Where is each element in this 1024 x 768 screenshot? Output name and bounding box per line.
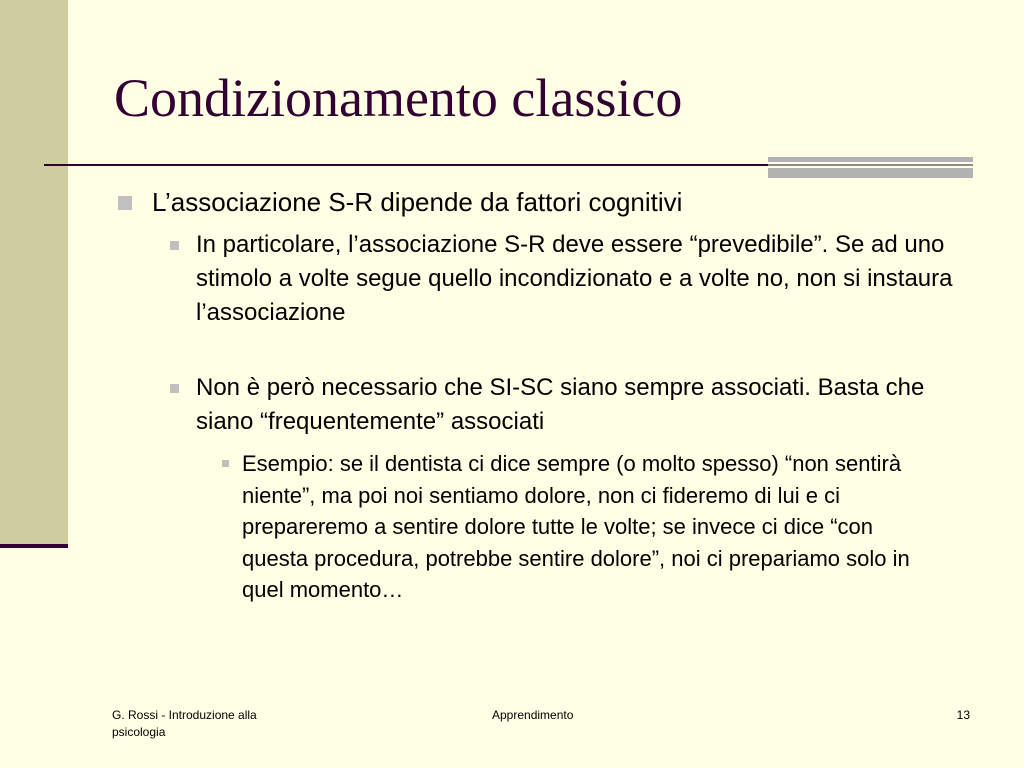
bullet-level-3 bbox=[242, 448, 932, 606]
bullet-level-2 bbox=[196, 228, 956, 330]
footer-author-line-1: G. Rossi - Introduzione alla bbox=[112, 708, 257, 722]
bullet-level-1 bbox=[152, 184, 952, 220]
footer-author-line-2: psicologia bbox=[112, 725, 166, 739]
square-bullet-icon bbox=[170, 241, 179, 250]
slide-title: Condizionamento classico bbox=[114, 68, 683, 128]
bullet-text: L’associazione S-R dipende da fattori cognitivi bbox=[152, 187, 683, 217]
bullet-level-2 bbox=[196, 371, 956, 439]
bullet-text: Non è però necessario che SI-SC siano sempre associati. Basta che siano “frequentemente” associati bbox=[196, 374, 925, 435]
footer-page-number: 13 bbox=[956, 708, 970, 722]
bullet-text: In particolare, l’associazione S-R deve essere “prevedibile”. Se ad uno stimolo a volte segue quello incondizionato e a volte no, non si instaura l’associazione bbox=[196, 231, 953, 326]
footer-author bbox=[112, 707, 312, 741]
footer-topic: Apprendimento bbox=[492, 708, 574, 722]
bullet-text: Esempio: se il dentista ci dice sempre (o molto spesso) “non sentirà niente”, ma poi noi sentiamo dolore, non ci fideremo di lui e ci prepareremo a sentire dolore tutte le volte; se invece ci dice “con questa procedura, potrebbe sentire dolore”, noi ci prepariamo solo in quel momento… bbox=[242, 451, 910, 602]
square-bullet-icon bbox=[222, 460, 229, 467]
square-bullet-icon bbox=[118, 196, 132, 210]
square-bullet-icon bbox=[170, 384, 179, 393]
